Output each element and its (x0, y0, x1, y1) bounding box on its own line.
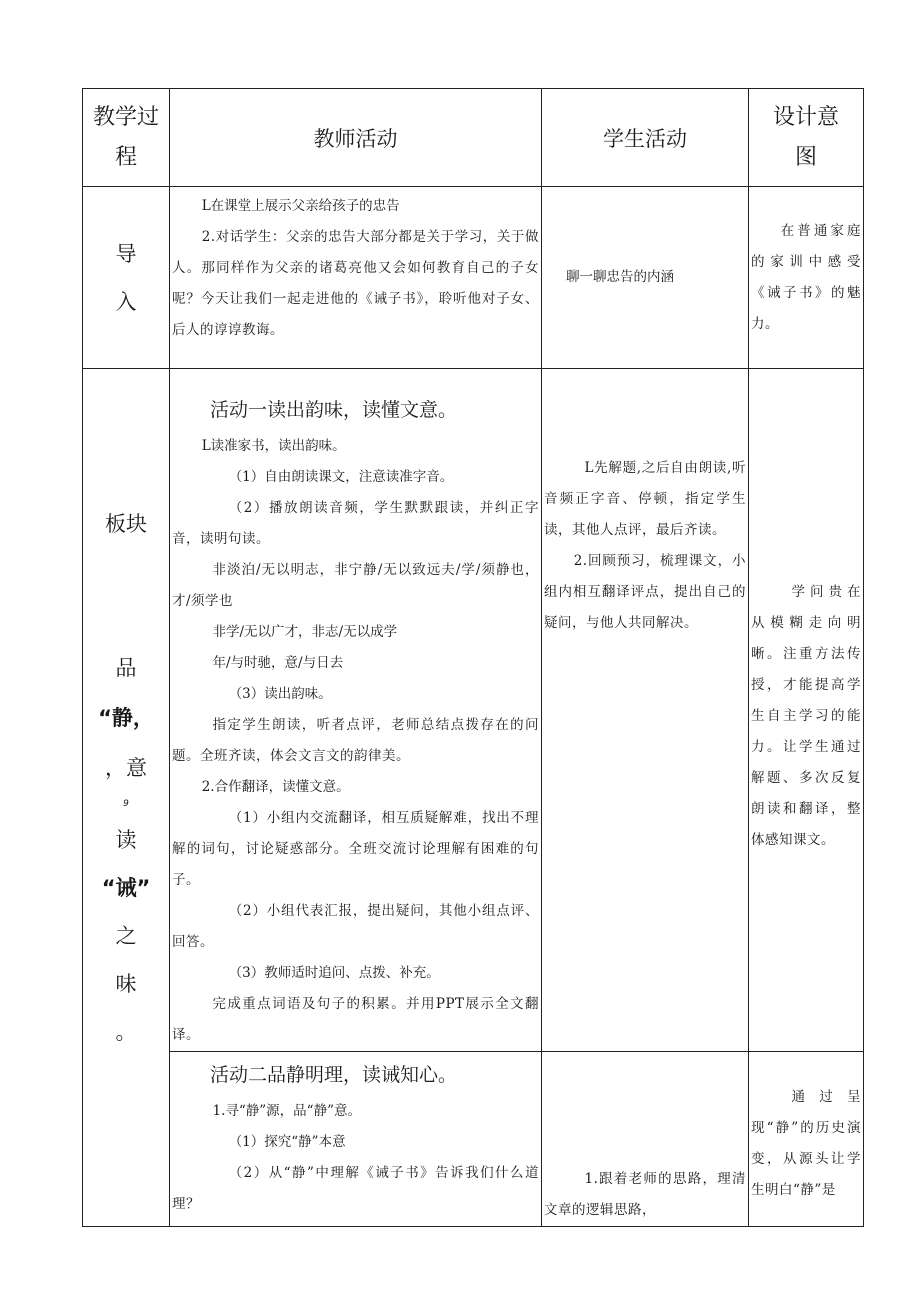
header-student-cell (542, 89, 749, 187)
activity2-teacher-line-2: （1）探究“静”本意 (228, 1134, 346, 1150)
activity2-student: 1.跟着老师的思路，理清文章的逻辑思路， (544, 1171, 746, 1218)
header-design: 设计意图 (772, 104, 839, 170)
header-student: 学生活动 (603, 126, 687, 151)
header-process: 教学过程 (92, 104, 159, 170)
activity1-teacher-line-4: 非淡泊/无以明志，非宁静/无以致远夫/学/须静也，才/须学也 (172, 562, 539, 609)
block-label-char-1: 品 (115, 656, 137, 680)
activity2-design-cell (749, 1052, 864, 1227)
activity1-teacher-line-9: 2.合作翻译，读懂文意。 (201, 779, 350, 795)
header-design-cell (749, 89, 864, 187)
block-label-char-2: “静， (98, 706, 154, 730)
block-label-char-9: 。 (115, 1020, 137, 1044)
block-label-char-3: ，意 (105, 756, 147, 780)
activity2-design: 通过呈现“静”的历史演变，从源头让学生明白“静”是 (751, 1089, 861, 1198)
activity1-student-line-1: L先解题,之后自由朗读,听音频正字音、停顿，指定学生读，其他人点评，最后齐读。 (544, 460, 746, 538)
block-label-char-7: 之 (115, 924, 137, 948)
intro-label-cell (83, 187, 170, 369)
intro-teacher-line-1: L在课堂上展示父亲给孩子的忠告 (201, 198, 400, 214)
activity1-teacher-line-11: （2）小组代表汇报，提出疑问，其他小组点评、回答。 (172, 903, 539, 950)
activity2-teacher-cell (170, 1052, 542, 1227)
block-label-char-6: “诫” (101, 876, 151, 900)
activity2-row (83, 1052, 864, 1227)
block-label-char-4: 9 (123, 799, 129, 809)
activity1-teacher-line-8: 指定学生朗读，听者点评，老师总结点拨存在的问题。全班齐读，体会文言文的韵律美。 (172, 717, 539, 764)
intro-teacher-line-2: 2.对话学生：父亲的忠告大部分都是关于学习，关于做人。那同样作为父亲的诸葛亮他又会如何教育自己的子女呢？今天让我们一起走进他的《诫子书》，聆听他对子女、后人的谆谆教诲。 (172, 229, 539, 338)
activity1-teacher-line-1: L读准家书，读出韵味。 (201, 438, 346, 454)
activity1-teacher-line-3: （2）播放朗读音频，学生默默跟读，并纠正字音，读明句读。 (172, 500, 539, 547)
header-process-cell (83, 89, 170, 187)
activity1-teacher-line-5: 非学/无以广才，非志/无以成学 (212, 624, 398, 640)
activity1-title: 活动一读出韵味，读懂文意。 (210, 399, 458, 421)
activity1-teacher-line-13: 完成重点词语及句子的积累。并用PPT展示全文翻译。 (172, 996, 539, 1043)
intro-design-cell (749, 187, 864, 369)
activity1-teacher-line-12: （3）教师适时追问、点拨、补充。 (228, 965, 440, 981)
lesson-plan-table (82, 88, 864, 1227)
activity1-teacher-line-10: （1）小组内交流翻译，相互质疑解难，找出不理解的词句，讨论疑惑部分。全班交流讨论理解有困难的句子。 (172, 810, 539, 888)
block-label-char-5: 读 (115, 828, 137, 852)
block-label-char-8: 味 (115, 972, 137, 996)
block-label-cell (83, 369, 170, 1227)
intro-student: 聊一聊忠告的内涵 (566, 269, 674, 285)
intro-student-cell (542, 187, 749, 369)
activity1-student-line-2: 2.回顾预习，梳理课文，小组内相互翻译评点，提出自己的疑问，与他人共同解决。 (544, 553, 746, 631)
header-teacher: 教师活动 (313, 126, 398, 151)
activity1-teacher-line-6: 年/与时驰，意/与日去 (212, 655, 344, 671)
activity1-student-cell (542, 369, 749, 1052)
intro-teacher-cell (170, 187, 542, 369)
header-row (83, 89, 864, 187)
header-teacher-cell (170, 89, 542, 187)
activity1-design: 学问贵在从模糊走向明晰。注重方法传授，才能提高学生自主学习的能力。让学生通过解题、多次反复朗读和翻译，整体感知课文。 (751, 584, 861, 848)
activity1-teacher-line-7: （3）读出韵味。 (228, 686, 332, 702)
activity1-teacher-cell (170, 369, 542, 1052)
activity2-student-cell (542, 1052, 749, 1227)
activity1-teacher-line-2: （1）自由朗读课文，注意读准字音。 (228, 469, 454, 485)
intro-row (83, 187, 864, 369)
block-label-top: 板块 (105, 512, 147, 536)
activity1-design-cell (749, 369, 864, 1052)
intro-label: 导入 (115, 241, 137, 314)
intro-design: 在普通家庭的家训中感受《诫子书》的魅力。 (751, 222, 861, 332)
activity1-row (83, 369, 864, 1052)
activity2-title: 活动二品静明理，读诫知心。 (210, 1064, 458, 1086)
activity2-teacher-line-3: （2）从“静”中理解《诫子书》告诉我们什么道理？ (172, 1165, 539, 1212)
activity2-teacher-line-1: 1.寻“静”源，品“静”意。 (212, 1103, 361, 1119)
